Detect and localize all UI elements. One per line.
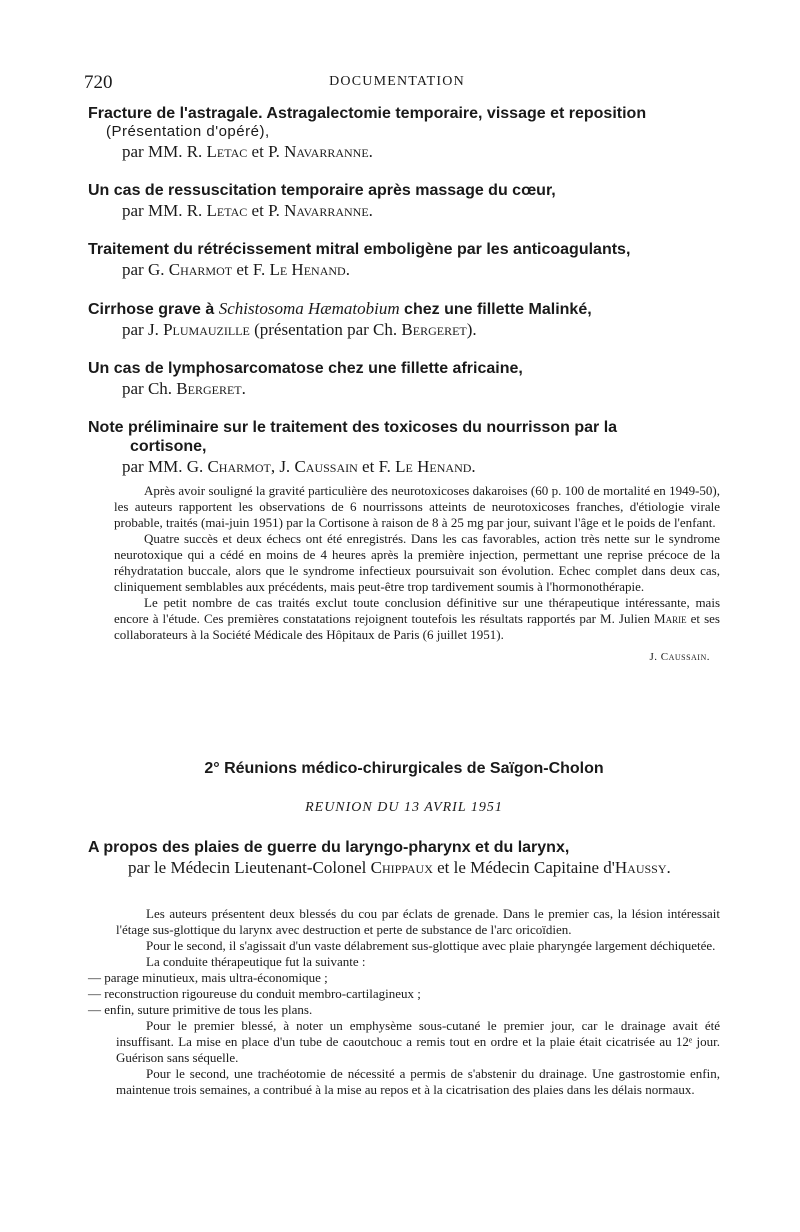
abstract-plaies — [88, 906, 720, 1098]
byline-suffix: . — [666, 858, 671, 877]
title-part: chez une fillette Malinké, — [399, 301, 592, 318]
byline-mid: et P. — [247, 201, 285, 220]
byline-mid: (présentation par Ch. — [249, 320, 402, 339]
running-head — [84, 72, 710, 94]
entry-byline — [88, 200, 720, 221]
title-line: cortisone, — [130, 438, 207, 455]
author-name: Navarranne — [284, 201, 369, 220]
entry-byline — [88, 456, 720, 477]
author-name: Bergeret — [176, 379, 242, 398]
byline-prefix: par MM. G. — [122, 457, 208, 476]
byline-suffix: . — [345, 260, 350, 279]
entry-subtitle: (Présentation d'opéré), — [106, 123, 270, 140]
byline-suffix: . — [368, 201, 373, 220]
section-title: 2° Réunions médico-chirurgicales de Saïgon-Cholon — [204, 760, 604, 777]
entry-title — [88, 418, 720, 456]
title-part: Cirrhose grave à — [88, 301, 219, 318]
author-name: Charmot — [168, 260, 233, 279]
treatment-list — [88, 970, 720, 1018]
byline-prefix: par Ch. — [122, 379, 177, 398]
abstract-paragraph: Pour le second, une trachéotomie de nécessité a permis de s'abstenir du drainage. Une gastrostomie enfin, maintenue trois semaines, a contribué à la mise au repos et à la cicatrisation des plaies dans les délais normaux. — [116, 1066, 720, 1097]
byline-prefix: par J. — [122, 320, 164, 339]
abstract-paragraph: Pour le premier blessé, à noter un emphysème sous-cutané le premier jour, car le drainage avait été insuffisant. La mise en place d'un tube de caoutchouc a remis tout en ordre et la plaie était cicatrisée au 12ᵉ jour. Guérison sans séquelle. — [116, 1018, 720, 1065]
author-name: Charmot — [207, 457, 271, 476]
entry-cirrhose — [88, 299, 720, 340]
paragraph-text: et ses collaborateurs à la Société Médicale des Hôpitaux de Paris (6 juillet 1951). — [114, 611, 720, 642]
entry-ressuscitation — [88, 181, 720, 221]
entry-byline — [88, 259, 720, 280]
abstract-paragraph: Les auteurs présentent deux blessés du cou par éclats de grenade. Dans le premier cas, la lésion intéressait l'étage sus-glottique du larynx avec destruction et perte de substance de l'arc oricoïdien. — [116, 906, 720, 937]
byline-prefix: par MM. R. — [122, 142, 207, 161]
author-name: Haussy — [614, 858, 667, 877]
author-name: Letac — [206, 142, 248, 161]
entry-title: Un cas de ressuscitation temporaire après massage du cœur, — [88, 182, 556, 199]
author-name: Letac — [206, 201, 248, 220]
title-line: Note préliminaire sur le traitement des toxicoses du nourrisson par la — [88, 419, 618, 436]
abstract-paragraph: Pour le second, il s'agissait d'un vaste délabrement sus-glottique avec plaie pharyngée largement déchiquetée. — [146, 938, 716, 953]
byline-mid: et P. — [247, 142, 285, 161]
abstract-paragraph — [114, 595, 720, 643]
byline-suffix: . — [368, 142, 373, 161]
entry-title — [88, 299, 720, 319]
signature: J. Caussain. — [649, 651, 710, 663]
entry-byline — [88, 857, 720, 878]
author-name: Le Henand — [269, 260, 346, 279]
byline-prefix: par MM. R. — [122, 201, 207, 220]
entry-title: A propos des plaies de guerre du laryngo-pharynx et du larynx, — [88, 839, 570, 856]
entry-byline — [88, 378, 720, 399]
entry-title: Traitement du rétrécissement mitral emboligène par les anticoagulants, — [88, 241, 631, 258]
abstract-paragraph: Après avoir souligné la gravité particulière des neurotoxicoses dakaroises (60 p. 100 de mortalité en 1949-50), les auteurs rapportent les observations de 6 nourrissons atteints de neurotoxicoses franches, d'étiologie virale probable, traités (mai-juin 1951) par la Cortisone à raison de 8 à 25 mg par jour, suivant l'âge et le poids de l'enfant. — [114, 483, 720, 530]
byline-suffix: . — [241, 379, 246, 398]
session-date: REUNION DU 13 AVRIL 1951 — [305, 800, 503, 815]
author-name: Navarranne — [284, 142, 369, 161]
author-name: Le Henand — [395, 457, 472, 476]
entry-astragale — [88, 104, 720, 162]
entry-toxicoses — [88, 418, 720, 477]
title-latin-name: Schistosoma Hæmatobium — [218, 299, 400, 318]
list-item: — reconstruction rigoureuse du conduit membro-cartilagineux ; — [88, 986, 421, 1001]
byline-suffix: ). — [466, 320, 477, 339]
byline-mid: et le Médecin Capitaine d' — [432, 858, 615, 877]
author-name: Chippaux — [370, 858, 433, 877]
entry-title: Un cas de lymphosarcomatose chez une fillette africaine, — [88, 360, 523, 377]
abstract-paragraph: Quatre succès et deux échecs ont été enregistrés. Dans les cas favorables, action très nette sur le syndrome neurotoxique qui a cédé en moins de 4 heures après la première injection, permettant une reprise précoce de la réhydratation buccale, alors que le syndrome infectieux poursuivait son évolution. Echec complet dans deux cas, cliniquement semblables aux précédents, mais peut-être trop tardivement soumis à l'hormonothérapie. — [114, 531, 720, 594]
byline-mid: et F. — [357, 457, 396, 476]
entry-title: Fracture de l'astragale. Astragalectomie temporaire, vissage et reposition — [88, 105, 647, 122]
author-name: Bergeret — [401, 320, 467, 339]
entry-lymphosarcomatose — [88, 359, 720, 399]
page-number: 720 — [84, 72, 113, 93]
entry-retrecissement-mitral — [88, 240, 720, 280]
byline-suffix: . — [471, 457, 476, 476]
entry-byline — [88, 319, 720, 340]
entry-plaies-de-guerre — [88, 838, 720, 878]
list-item: — parage minutieux, mais ultra-économique ; — [88, 970, 328, 985]
content-column — [88, 104, 720, 665]
byline-mid: et F. — [232, 260, 270, 279]
author-name: Marie — [654, 611, 687, 626]
byline-prefix: par G. — [122, 260, 169, 279]
abstract-paragraph: La conduite thérapeutique fut la suivante : — [146, 954, 366, 969]
running-title: DOCUMENTATION — [329, 74, 465, 89]
author-name: Caussain — [294, 457, 358, 476]
abstract-toxicoses — [88, 483, 720, 665]
list-item: — enfin, suture primitive de tous les plans. — [88, 1002, 313, 1017]
byline-mid: , J. — [270, 457, 295, 476]
paragraph-text: Le petit nombre de cas traités exclut toute conclusion définitive sur une thérapeutique intéressante, mais encore à l'étude. Ces premières constatations rejoignent toutefois les résultats rapportés par M. Julien — [114, 595, 720, 626]
byline-prefix: par le Médecin Lieutenant-Colonel — [128, 858, 371, 877]
entry-byline — [88, 141, 720, 162]
author-name: Plumauzille — [163, 320, 250, 339]
